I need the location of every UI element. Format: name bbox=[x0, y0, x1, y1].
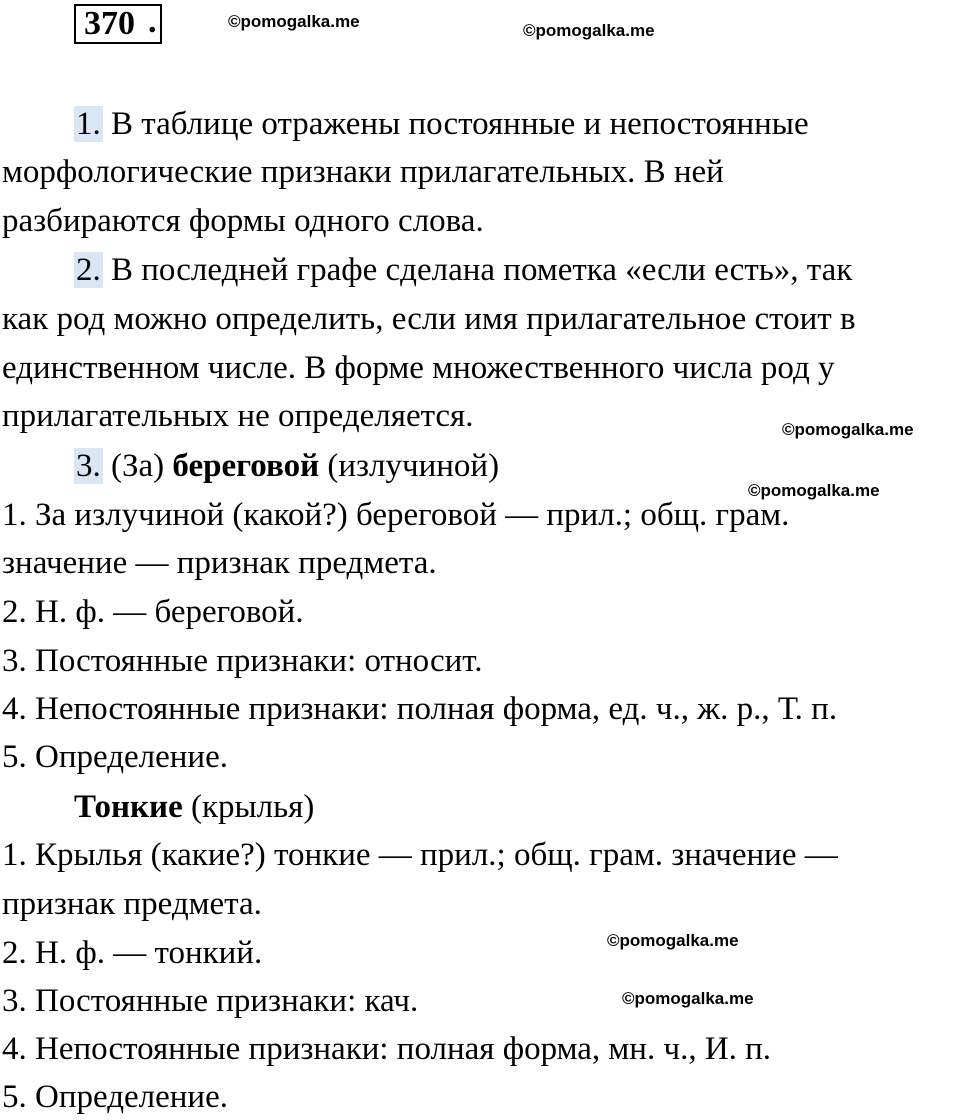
para1-line bbox=[74, 104, 809, 144]
para3-suffix: (излучиной) bbox=[319, 448, 500, 484]
exercise-number: 370 bbox=[74, 4, 162, 44]
para3-marker: 3. bbox=[76, 448, 101, 484]
para2-line: единственном числе. В форме множественного числа род у bbox=[2, 350, 835, 386]
para3-item: значение — признак предмета. bbox=[2, 545, 437, 581]
para4-word: Тонкие bbox=[74, 789, 183, 825]
para2-text: В последней графе сделана пометка «если есть», так bbox=[102, 252, 853, 288]
para1-line: разбираются формы одного слова. bbox=[2, 203, 484, 239]
para3-word: береговой bbox=[172, 448, 320, 484]
para2-marker: 2. bbox=[76, 252, 101, 288]
para4-item: признак предмета. bbox=[2, 886, 262, 922]
watermark: ©pomogalka.me bbox=[607, 931, 739, 950]
para4-heading bbox=[74, 787, 314, 827]
para3-item: 3. Постоянные признаки: относит. bbox=[2, 643, 483, 679]
watermark: ©pomogalka.me bbox=[228, 12, 360, 31]
para3-item: 4. Непостоянные признаки: полная форма, ед. ч., ж. р., Т. п. bbox=[2, 691, 838, 727]
para3-item: 1. За излучиной (какой?) береговой — прил.; общ. грам. bbox=[2, 497, 790, 533]
para3-heading bbox=[74, 446, 499, 486]
para3-item: 2. Н. ф. — береговой. bbox=[2, 594, 304, 630]
watermark: ©pomogalka.me bbox=[782, 420, 914, 439]
para4-item: 2. Н. ф. — тонкий. bbox=[2, 935, 263, 971]
para4-suffix: (крылья) bbox=[182, 789, 315, 825]
watermark: ©pomogalka.me bbox=[622, 989, 754, 1008]
para3-item: 5. Определение. bbox=[2, 739, 228, 775]
para4-item: 1. Крылья (какие?) тонкие — прил.; общ. грам. значение — bbox=[2, 837, 838, 873]
para2-line: как род можно определить, если имя прилагательное стоит в bbox=[2, 301, 856, 337]
para4-item: 5. Определение. bbox=[2, 1079, 228, 1115]
para1-line: морфологические признаки прилагательных. В ней bbox=[2, 154, 724, 190]
watermark: ©pomogalka.me bbox=[748, 481, 880, 500]
watermark: ©pomogalka.me bbox=[523, 21, 655, 40]
para4-item: 4. Непостоянные признаки: полная форма, мн. ч., И. п. bbox=[2, 1031, 772, 1067]
para4-item: 3. Постоянные признаки: кач. bbox=[2, 983, 419, 1019]
para2-line: прилагательных не определяется. bbox=[2, 398, 474, 434]
para1-marker: 1. bbox=[76, 106, 101, 142]
para1-text: В таблице отражены постоянные и непостоянные bbox=[102, 106, 809, 142]
exercise-number-dot: . bbox=[148, 3, 157, 40]
para2-line bbox=[74, 250, 852, 290]
para3-prefix: (За) bbox=[102, 448, 173, 484]
